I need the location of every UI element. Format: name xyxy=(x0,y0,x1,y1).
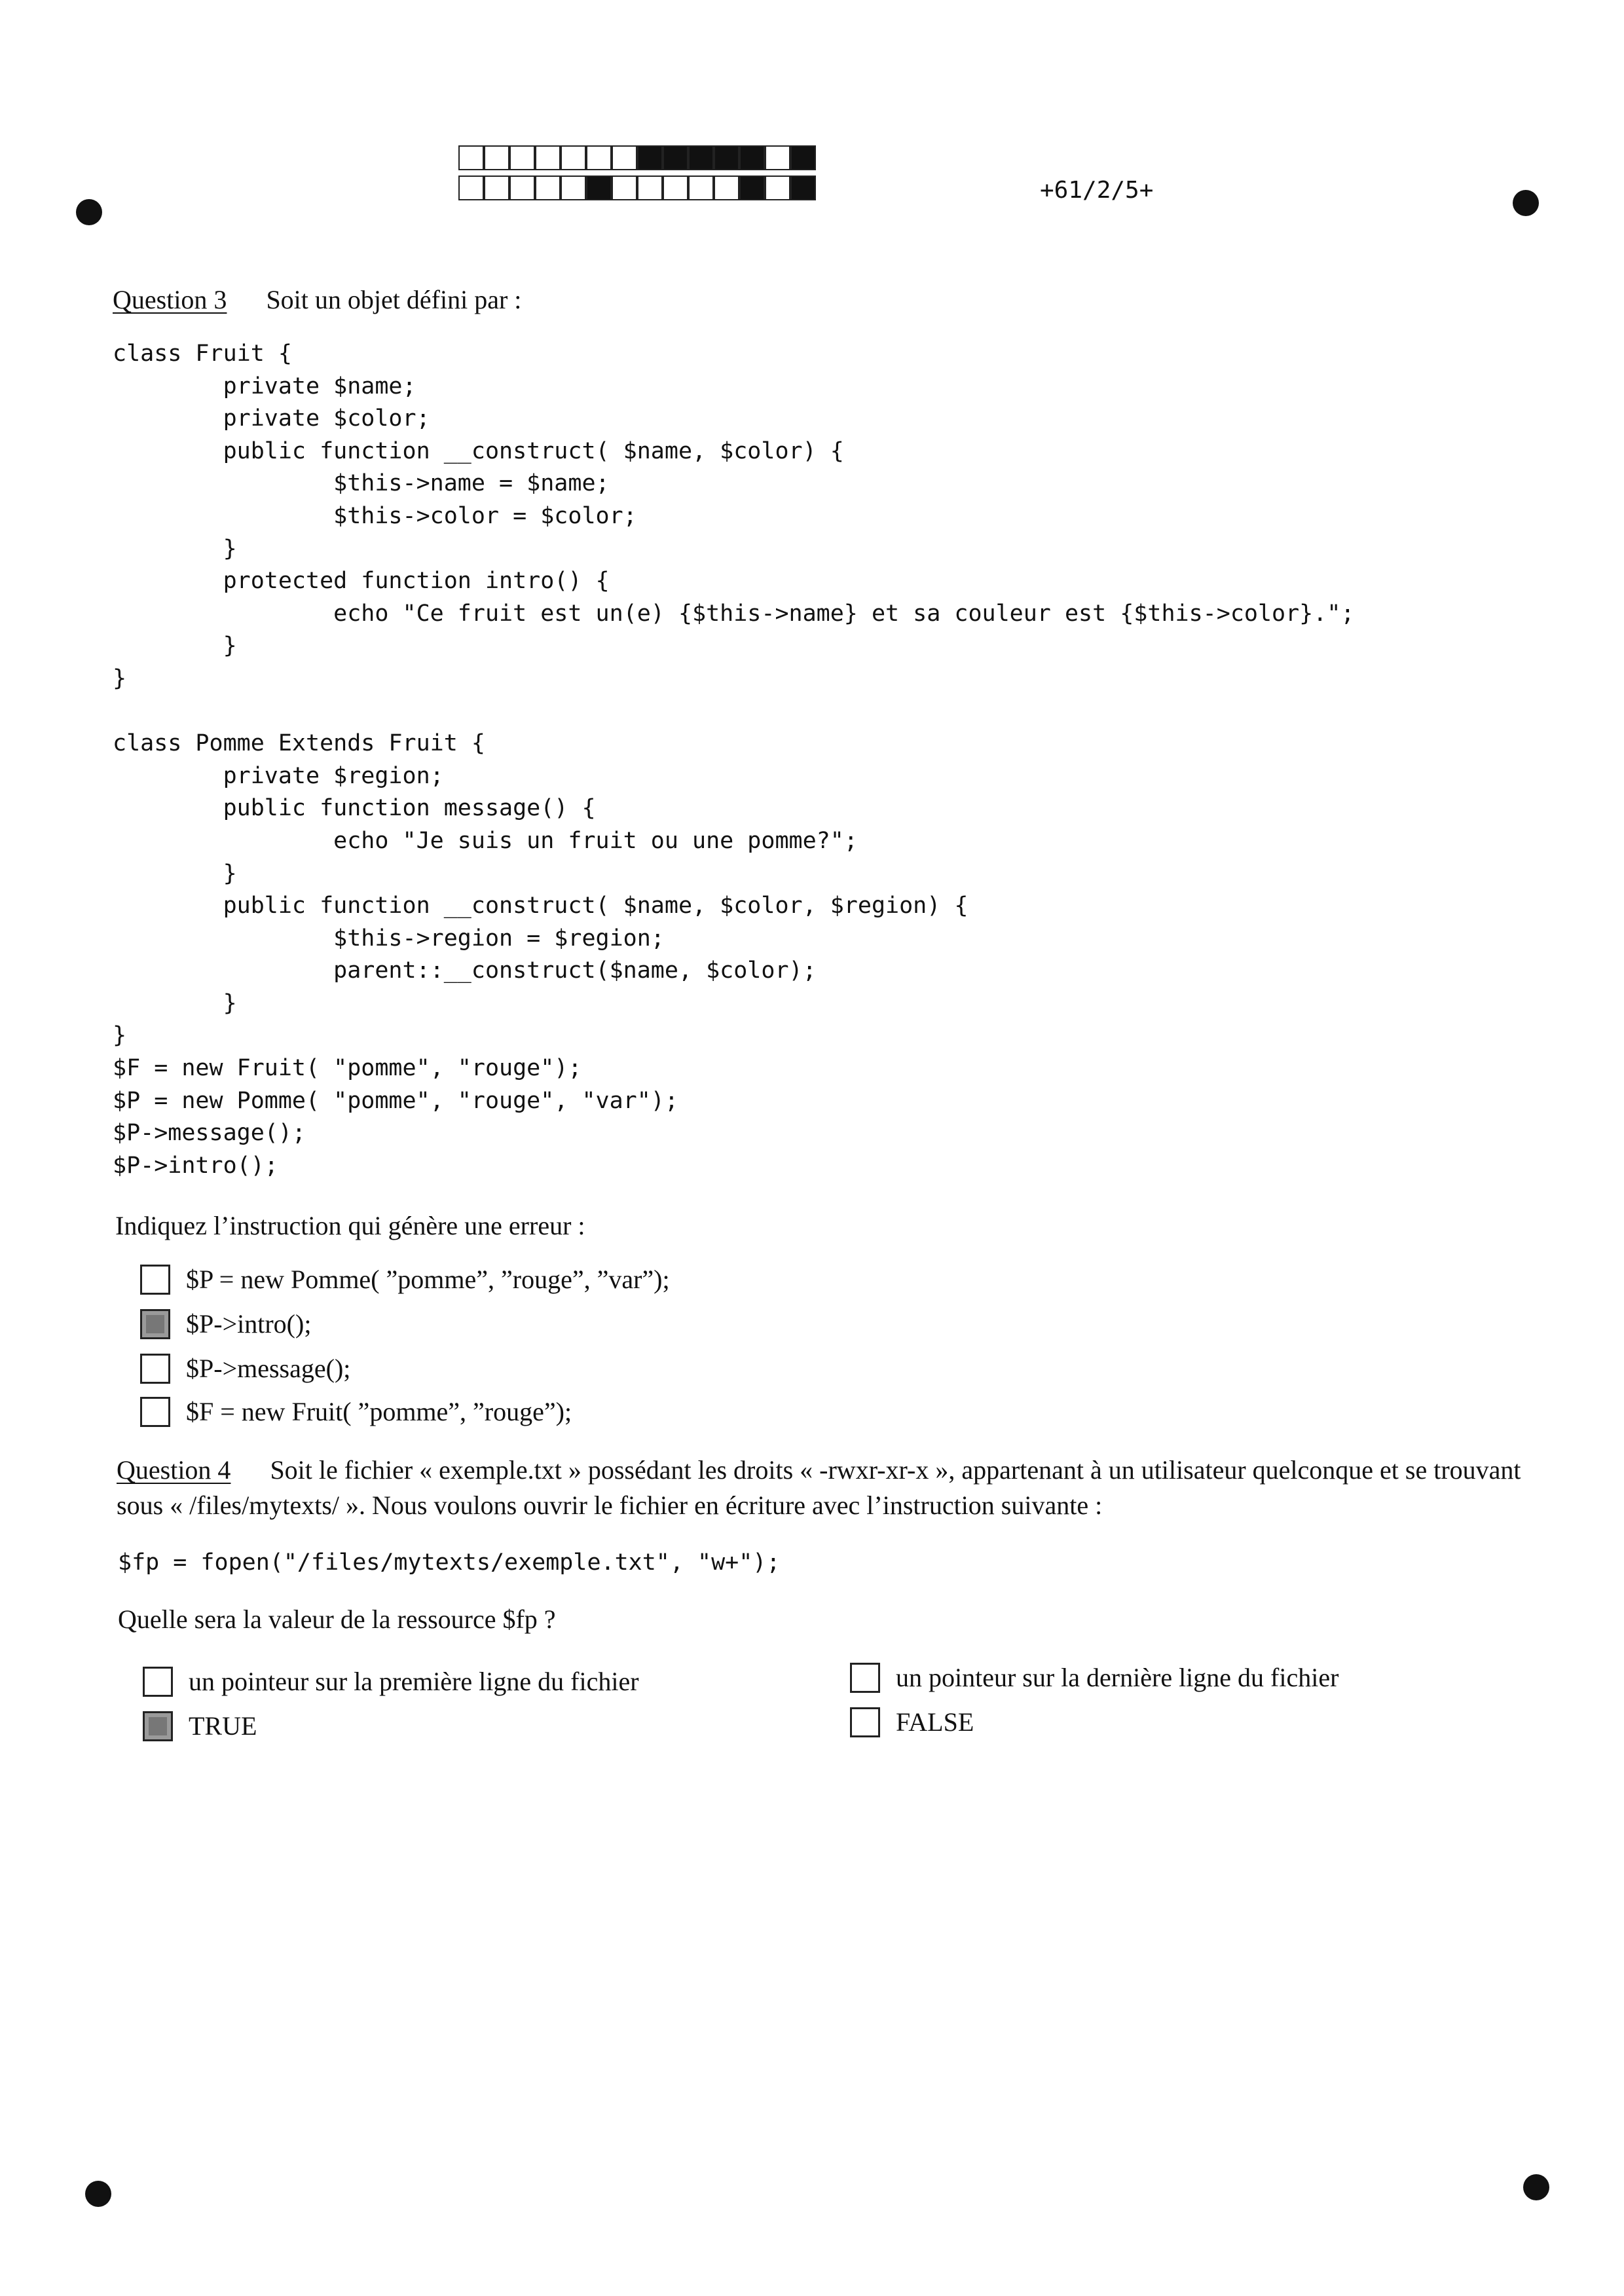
registration-mark-bottom-right xyxy=(1523,2174,1549,2200)
barcode-cell xyxy=(714,176,739,200)
q3-heading xyxy=(113,284,521,315)
barcode-cell xyxy=(790,145,816,170)
q3-option-1[interactable] xyxy=(140,1264,670,1295)
q3-prompt: Indiquez l’instruction qui génère une erreur : xyxy=(115,1211,585,1240)
q4-option-true[interactable] xyxy=(143,1711,257,1741)
barcode-cell xyxy=(765,145,790,170)
q3-option-4-checkbox[interactable] xyxy=(140,1397,170,1427)
barcode-cell xyxy=(509,176,535,200)
barcode-cell xyxy=(612,145,637,170)
barcode-cell xyxy=(561,176,586,200)
q3-intro: Soit un objet défini par : xyxy=(266,285,522,314)
q4-prompt: Quelle sera la valeur de la ressource $fp ? xyxy=(118,1604,556,1634)
q4-option-last-line[interactable] xyxy=(850,1662,1338,1693)
q3-option-4-label: $F = new Fruit( ”pomme”, ”rouge”); xyxy=(186,1397,572,1426)
barcode-cell xyxy=(688,145,714,170)
barcode-cell xyxy=(561,145,586,170)
barcode-cell xyxy=(586,145,612,170)
q3-option-2-label: $P->intro(); xyxy=(186,1309,312,1339)
q3-option-3[interactable] xyxy=(140,1353,350,1384)
q4-text xyxy=(117,1453,1524,1523)
q3-label: Question 3 xyxy=(113,285,227,314)
q3-code: class Fruit { private $name; private $color; public function __construct( $name, $color) { $this->name = $name; $this->color = $color; } protected function intro() { echo "Ce fruit est un(e) {$this->name} et sa couleur est {$this->color}."; } } class Pomme Extends Fruit { private $region; public function message() { echo "Je suis un fruit ou une pomme?"; } public function __construct( $name, $color, $region) { $this->region = $region; parent::__construct($name, $color); } } $F = new Fruit( "pomme", "rouge"); $P = new Pomme( "pomme", "rouge", "var"); $P->message(); $P->intro(); xyxy=(113,341,1355,1179)
barcode-cell xyxy=(586,176,612,200)
q4-label: Question 4 xyxy=(117,1455,231,1485)
barcode-cell xyxy=(458,145,484,170)
q4-code: $fp = fopen("/files/mytexts/exemple.txt", "w+"); xyxy=(118,1549,781,1576)
barcode-row-2 xyxy=(458,176,816,200)
barcode-cell xyxy=(509,145,535,170)
barcode-cell xyxy=(663,176,688,200)
page-id: +61/2/5+ xyxy=(1040,177,1154,204)
barcode-cell xyxy=(765,176,790,200)
barcode-cell xyxy=(484,176,509,200)
q3-option-3-checkbox[interactable] xyxy=(140,1354,170,1384)
barcode-cell xyxy=(484,145,509,170)
q4-option-first-line-label: un pointeur sur la première ligne du fichier xyxy=(189,1667,639,1696)
q4-option-last-line-label: un pointeur sur la dernière ligne du fichier xyxy=(896,1663,1339,1692)
q3-option-1-label: $P = new Pomme( ”pomme”, ”rouge”, ”var”); xyxy=(186,1265,670,1294)
barcode-cell xyxy=(535,145,561,170)
q3-option-2[interactable] xyxy=(140,1308,311,1339)
q3-option-1-checkbox[interactable] xyxy=(140,1265,170,1295)
q4-option-false-checkbox[interactable] xyxy=(850,1707,880,1737)
barcode-cell xyxy=(688,176,714,200)
q4-option-false-label: FALSE xyxy=(896,1707,974,1737)
q4-option-first-line[interactable] xyxy=(143,1666,639,1697)
q4-option-true-checkbox[interactable] xyxy=(143,1711,173,1741)
barcode-cell xyxy=(637,145,663,170)
barcode-cell xyxy=(458,176,484,200)
barcode-cell xyxy=(739,145,765,170)
barcode-cell xyxy=(637,176,663,200)
barcode-cell xyxy=(535,176,561,200)
barcode-cell xyxy=(663,145,688,170)
q4-option-last-line-checkbox[interactable] xyxy=(850,1663,880,1693)
barcode-cell xyxy=(739,176,765,200)
barcode-cell xyxy=(714,145,739,170)
q3-option-4[interactable] xyxy=(140,1396,572,1427)
q4-option-first-line-checkbox[interactable] xyxy=(143,1667,173,1697)
barcode-cell xyxy=(612,176,637,200)
q3-option-2-checkbox[interactable] xyxy=(140,1309,170,1339)
q4-option-false[interactable] xyxy=(850,1707,974,1737)
registration-mark-bottom-left xyxy=(85,2181,111,2207)
barcode-row-1 xyxy=(458,145,816,170)
registration-mark-top-right xyxy=(1513,190,1539,216)
q4-option-true-label: TRUE xyxy=(189,1711,257,1741)
q3-option-3-label: $P->message(); xyxy=(186,1354,351,1383)
q4-body: Soit le fichier « exemple.txt » possédant les droits « -rwxr-xr-x », appartenant à un utilisateur quelconque et se trouvant sous « /files/mytexts/ ». Nous voulons ouvrir le fichier en écriture avec l’instruction suivante : xyxy=(117,1455,1521,1520)
barcode-cell xyxy=(790,176,816,200)
barcode xyxy=(458,145,816,206)
registration-mark-top-left xyxy=(76,199,102,225)
